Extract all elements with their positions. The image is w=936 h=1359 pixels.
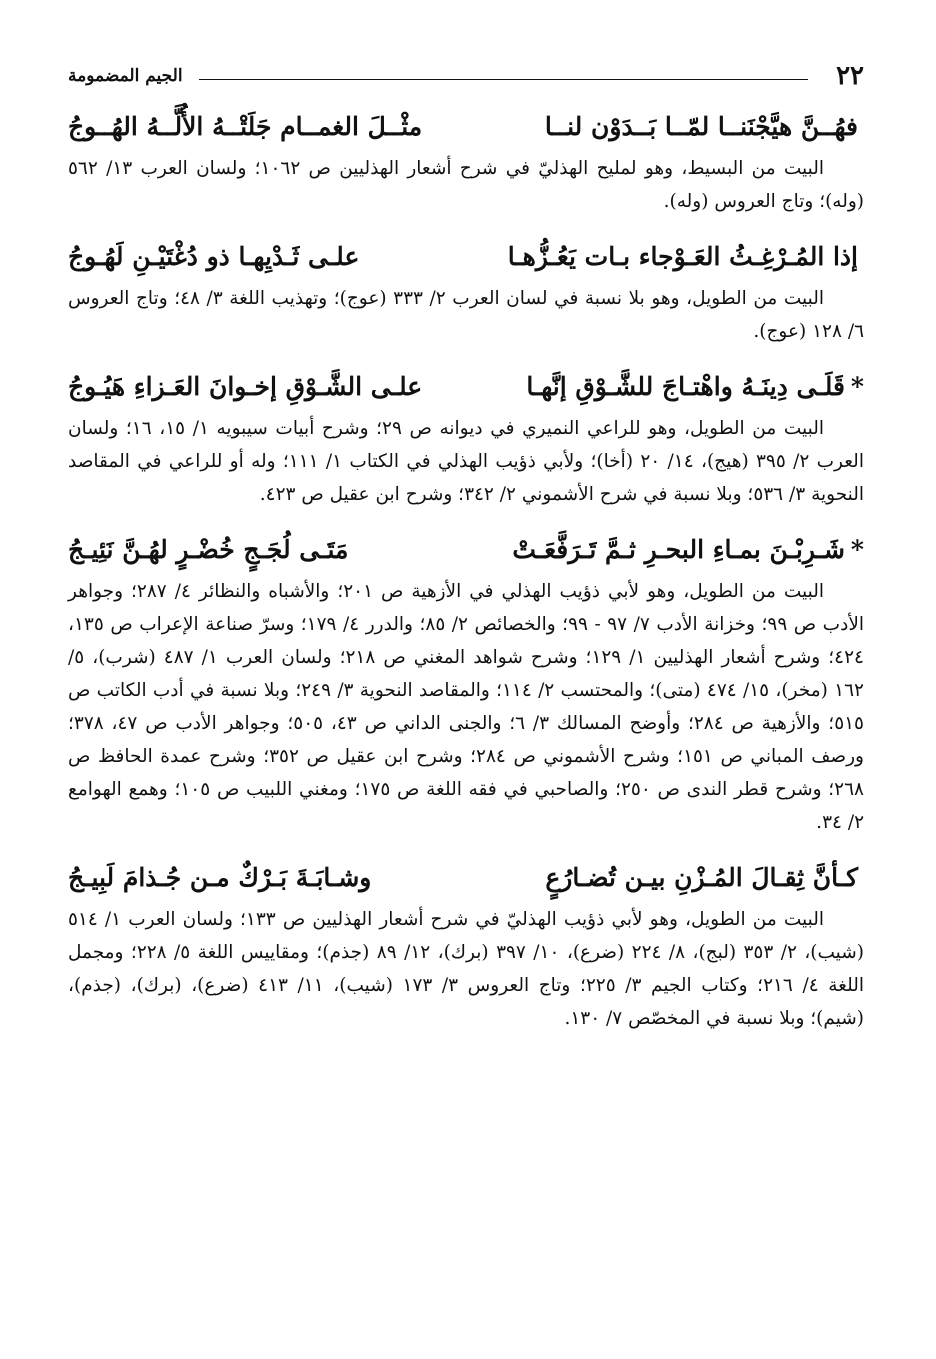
verse-second-hemistich: علـى ثَـدْيِهـا ذو دُغْتَيْـنِ لَهُـوجُ xyxy=(68,242,360,271)
verse-line xyxy=(68,232,864,282)
verse-line xyxy=(68,525,864,575)
star-marker: * xyxy=(850,535,864,564)
verse-first-hemistich xyxy=(526,362,864,412)
verse-first-hemistich xyxy=(545,102,864,152)
verse-first-text: فهُــنَّ هيَّجْنَنــا لمّــا بَــدَوْن لنــا xyxy=(544,112,858,141)
book-page xyxy=(68,58,864,1049)
verse-commentary: البيت من البسيط، وهو لمليح الهذليّ في شرح أشعار الهذليين ص ١٠٦٢؛ ولسان العرب ١٣/ ٥٦٢ (وله)؛ وتاج العروس (وله). xyxy=(68,158,864,212)
verse-first-text: كـأنَّ ثِقـالَ المُـزْنِ بيـن تُضـارُعٍ xyxy=(545,863,858,892)
verse-entry xyxy=(68,232,864,348)
verse-first-hemistich xyxy=(512,525,864,575)
verse-first-text: إذا المُـرْغِـثُ العَـوْجاء بـات يَعُـزُّهـا xyxy=(507,242,858,271)
verse-first-text: قَلَـى دِينَـهُ واهْتـاجَ للشَّـوْقِ إنَّهـا xyxy=(526,372,845,401)
verse-second-hemistich: علـى الشَّـوْقِ إخـوانَ العَـزاءِ هَيُـوجُ xyxy=(68,372,423,401)
verse-entry xyxy=(68,102,864,218)
verse-entry xyxy=(68,853,864,1035)
page-header xyxy=(68,58,864,94)
verse-commentary: البيت من الطويل، وهو لأبي ذؤيب الهذلي في الأزهية ص ٢٠١؛ والأشباه والنظائر ٤/ ٢٨٧؛ وجواهر الأدب ص ٩٩؛ وخزانة الأدب ٧/ ٩٧ - ٩٩؛ والخصائص ٢/ ٨٥؛ والدرر ٤/ ١٧٩؛ وسرّ صناعة الإعراب ص ١٣٥، ٤٢٤؛ وشرح أشعار الهذليين ١/ ١٢٩؛ وشرح شواهد المغني ص ٢١٨؛ ولسان العرب ١/ ٤٨٧ (شرب)، ٥/ ١٦٢ (مخر)، ١٥/ ٤٧٤ (متى)؛ والمحتسب ٢/ ١١٤؛ والمقاصد النحوية ٣/ ٢٤٩؛ وبلا نسبة في أدب الكاتب ص ٥١٥؛ والأزهية ص ٢٨٤؛ وأوضح المسالك ٣/ ٦؛ والجنى الداني ص ٤٣، ٥٠٥؛ وجواهر الأدب ص ٤٧، ٣٧٨؛ ورصف المباني ص ١٥١؛ وشرح الأشموني ص ٢٨٤؛ وشرح ابن عقيل ص ٣٥٢؛ وشرح عمدة الحافظ ص ٢٦٨؛ وشرح قطر الندى ص ٢٥٠؛ والصاحبي في فقه اللغة ص ١٧٥؛ ومغني اللبيب ص ١٠٥؛ وهمع الهوامع ٢/ ٣٤. xyxy=(68,581,865,833)
header-rule xyxy=(199,79,808,80)
verse-entry xyxy=(68,525,864,839)
page-number: ٢٢ xyxy=(836,61,864,91)
verse-commentary: البيت من الطويل، وهو للراعي النميري في ديوانه ص ٢٩؛ وشرح أبيات سيبويه ١/ ١٥، ١٦؛ ولسان العرب ٢/ ٣٩٥ (هيج)، ١٤/ ٢٠ (أخا)؛ ولأبي ذؤيب الهذلي في الكتاب ١/ ١١١؛ وله أو للراعي في المقاصد النحوية ٣/ ٥٣٦؛ وبلا نسبة في شرح الأشموني ٢/ ٣٤٢؛ وشرح ابن عقيل ص ٤٢٣. xyxy=(68,418,864,505)
verse-second-hemistich: وشـابَـةَ بَـرْكٌ مـن جُـذامَ لَبِيـجُ xyxy=(68,863,372,892)
verse-first-hemistich xyxy=(545,853,864,903)
verse-commentary: البيت من الطويل، وهو لأبي ذؤيب الهذليّ في شرح أشعار الهذليين ص ١٣٣؛ ولسان العرب ١/ ٥١٤ (شيب)، ٢/ ٣٥٣ (لبج)، ٨/ ٢٢٤ (ضرع)، ١٠/ ٣٩٧ (برك)، ١٢/ ٨٩ (جذم)؛ ومقاييس اللغة ٥/ ٢٢٨؛ ومجمل اللغة ٤/ ٢١٦؛ وكتاب الجيم ٣/ ٢٢٥؛ وتاج العروس ٣/ ١٧٣ (شيب)، ١١/ ٤١٣ (ضرع)، (برك)، (جذم)، (شيم)؛ وبلا نسبة في المخصّص ٧/ ١٣٠. xyxy=(68,909,864,1029)
verse-line xyxy=(68,102,864,152)
verse-second-hemistich: مَتَـى لُجَـجٍ خُضْـرٍ لهُـنَّ نَئِيـجُ xyxy=(68,535,349,564)
star-marker: * xyxy=(850,372,864,401)
verse-line xyxy=(68,362,864,412)
verse-line xyxy=(68,853,864,903)
verse-entry xyxy=(68,362,864,511)
verse-second-hemistich: مثْــلَ الغمــام جَلَتْــهُ الأُلَّــهُ الهُــوجُ xyxy=(68,112,423,141)
verse-commentary: البيت من الطويل، وهو بلا نسبة في لسان العرب ٢/ ٣٣٣ (عوج)؛ وتهذيب اللغة ٣/ ٤٨؛ وتاج العروس ٦/ ١٢٨ (عوج). xyxy=(68,288,864,342)
section-title: الجيم المضمومة xyxy=(68,66,183,86)
verse-first-hemistich xyxy=(508,232,864,282)
verse-first-text: شَـرِبْـنَ بمـاءِ البحـرِ ثـمَّ تَـرَفَّعَـتْ xyxy=(512,535,845,564)
